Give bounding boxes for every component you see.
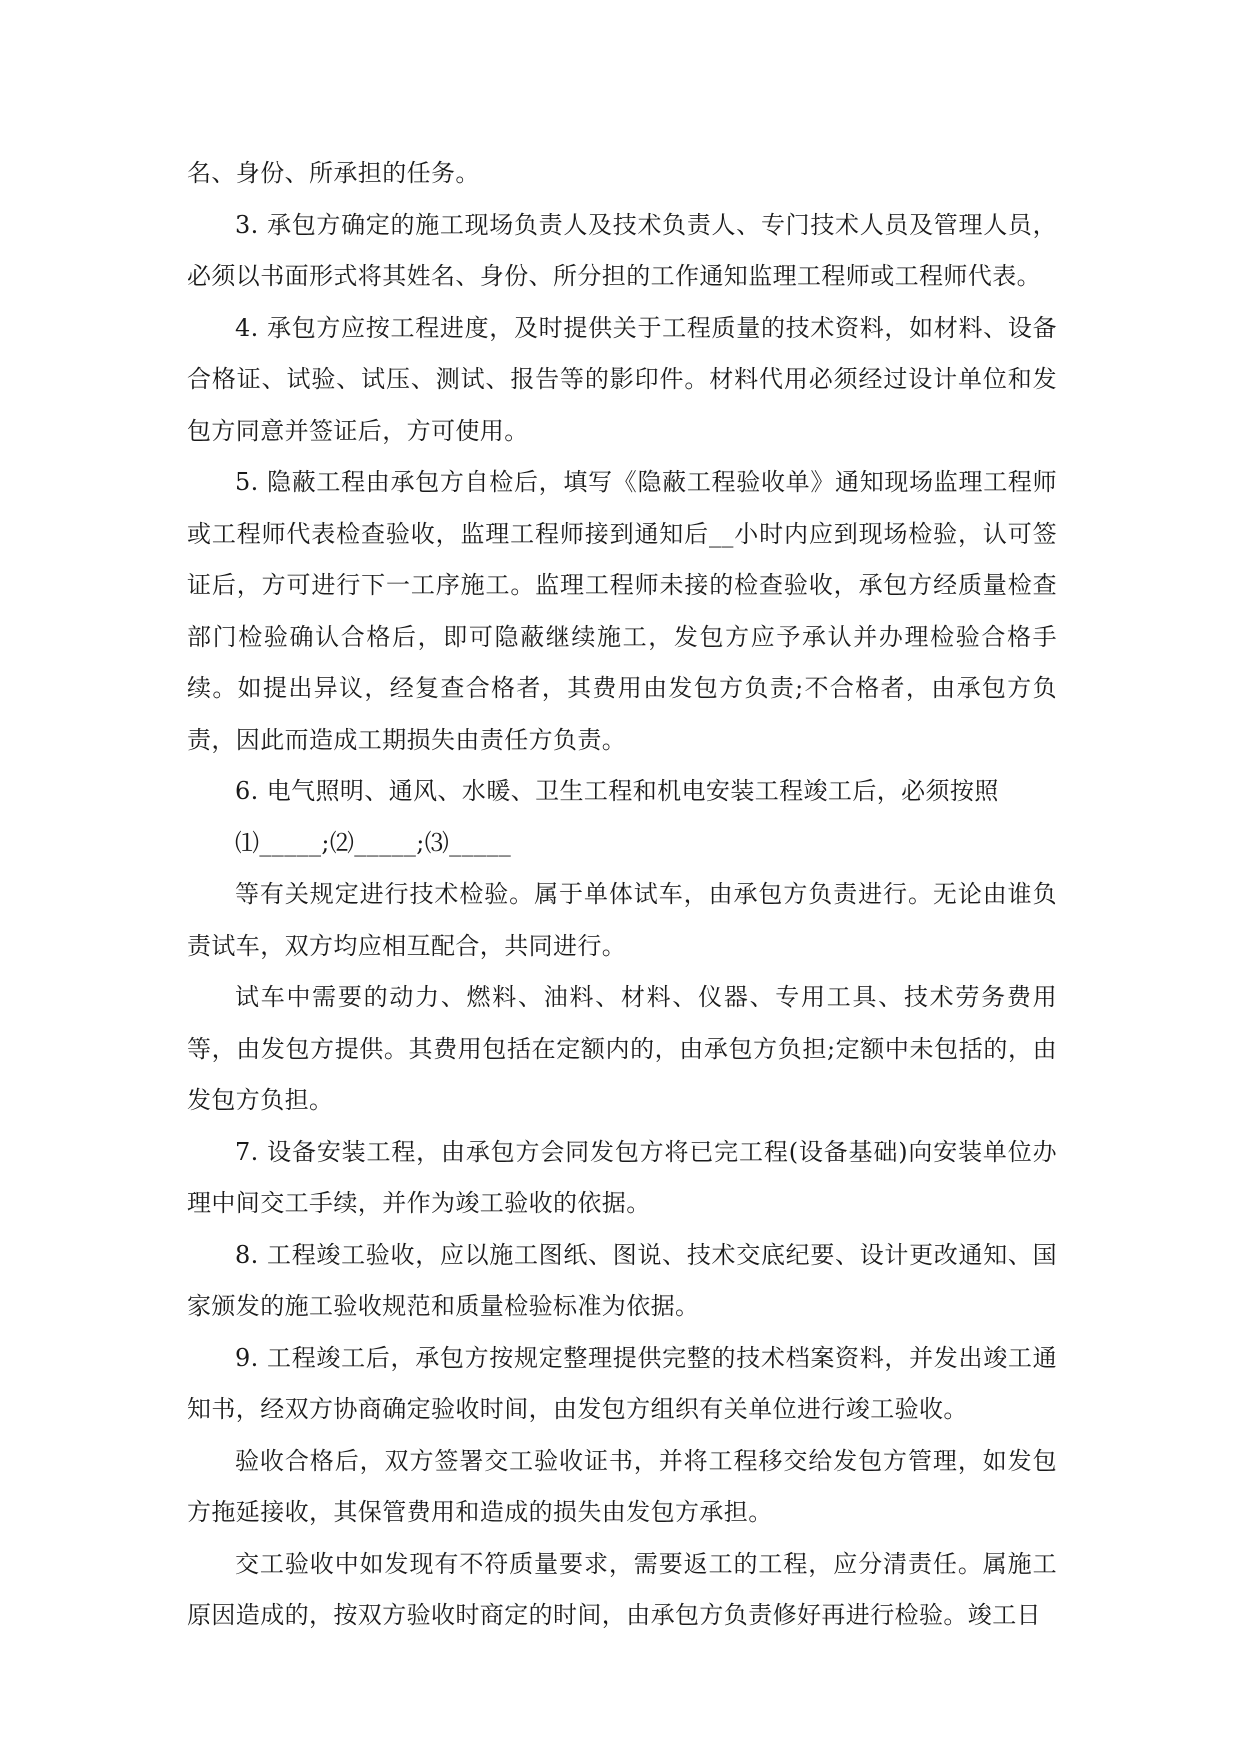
paragraph-continuation: 名、身份、所承担的任务。 [187, 159, 480, 187]
paragraph-trial-run-costs: 试车中需要的动力、燃料、油料、材料、仪器、专用工具、技术劳务费用等，由发包方提供。其费用包括在定额内的，由承包方负担;定额中未包括的，由发包方负担。 [187, 983, 1057, 1114]
paragraph-technical-inspection: 等有关规定进行技术检验。属于单体试车，由承包方负责进行。无论由谁负责试车，双方均应相互配合，共同进行。 [187, 880, 1057, 960]
paragraph-clause-7: 7. 设备安装工程，由承包方会同发包方将已完工程(设备基础)向安装单位办理中间交工手续，并作为竣工验收的依据。 [187, 1137, 1057, 1217]
paragraph-fill-in-blanks: ⑴_____;⑵_____;⑶_____ [235, 828, 512, 857]
paragraph-acceptance: 验收合格后，双方签署交工验收证书，并将工程移交给发包方管理，如发包方拖延接收，其保管费用和造成的损失由发包方承担。 [187, 1446, 1057, 1526]
paragraph-clause-4: 4. 承包方应按工程进度，及时提供关于工程质量的技术资料，如材料、设备合格证、试验、试压、测试、报告等的影印件。材料代用必须经过设计单位和发包方同意并签证后，方可使用。 [187, 313, 1057, 445]
paragraph-clause-5: 5. 隐蔽工程由承包方自检后，填写《隐蔽工程验收单》通知现场监理工程师或工程师代表检查验收，监理工程师接到通知后__小时内应到现场检验，认可签证后，方可进行下一工序施工。监理工程师未接的检查验收，承包方经质量检查部门检验确认合格后，即可隐蔽继续施工，发包方应予承认并办理检验合格手续。如提出异议，经复查合格者，其费用由发包方负责;不合格者，由承包方负责，因此而造成工期损失由责任方负责。 [187, 468, 1057, 754]
contract-body-text [187, 148, 1057, 1642]
paragraph-clause-9: 9. 工程竣工后，承包方按规定整理提供完整的技术档案资料，并发出竣工通知书，经双方协商确定验收时间，由发包方组织有关单位进行竣工验收。 [187, 1343, 1057, 1423]
paragraph-rework: 交工验收中如发现有不符质量要求，需要返工的工程，应分清责任。属施工原因造成的，按双方验收时商定的时间，由承包方负责修好再进行检验。竣工日 [187, 1549, 1057, 1629]
paragraph-clause-8: 8. 工程竣工验收，应以施工图纸、图说、技术交底纪要、设计更改通知、国家颁发的施工验收规范和质量检验标准为依据。 [187, 1240, 1057, 1320]
paragraph-clause-6: 6. 电气照明、通风、水暖、卫生工程和机电安装工程竣工后，必须按照 [235, 777, 999, 805]
paragraph-clause-3: 3. 承包方确定的施工现场负责人及技术负责人、专门技术人员及管理人员，必须以书面形式将其姓名、身份、所分担的工作通知监理工程师或工程师代表。 [187, 210, 1057, 290]
